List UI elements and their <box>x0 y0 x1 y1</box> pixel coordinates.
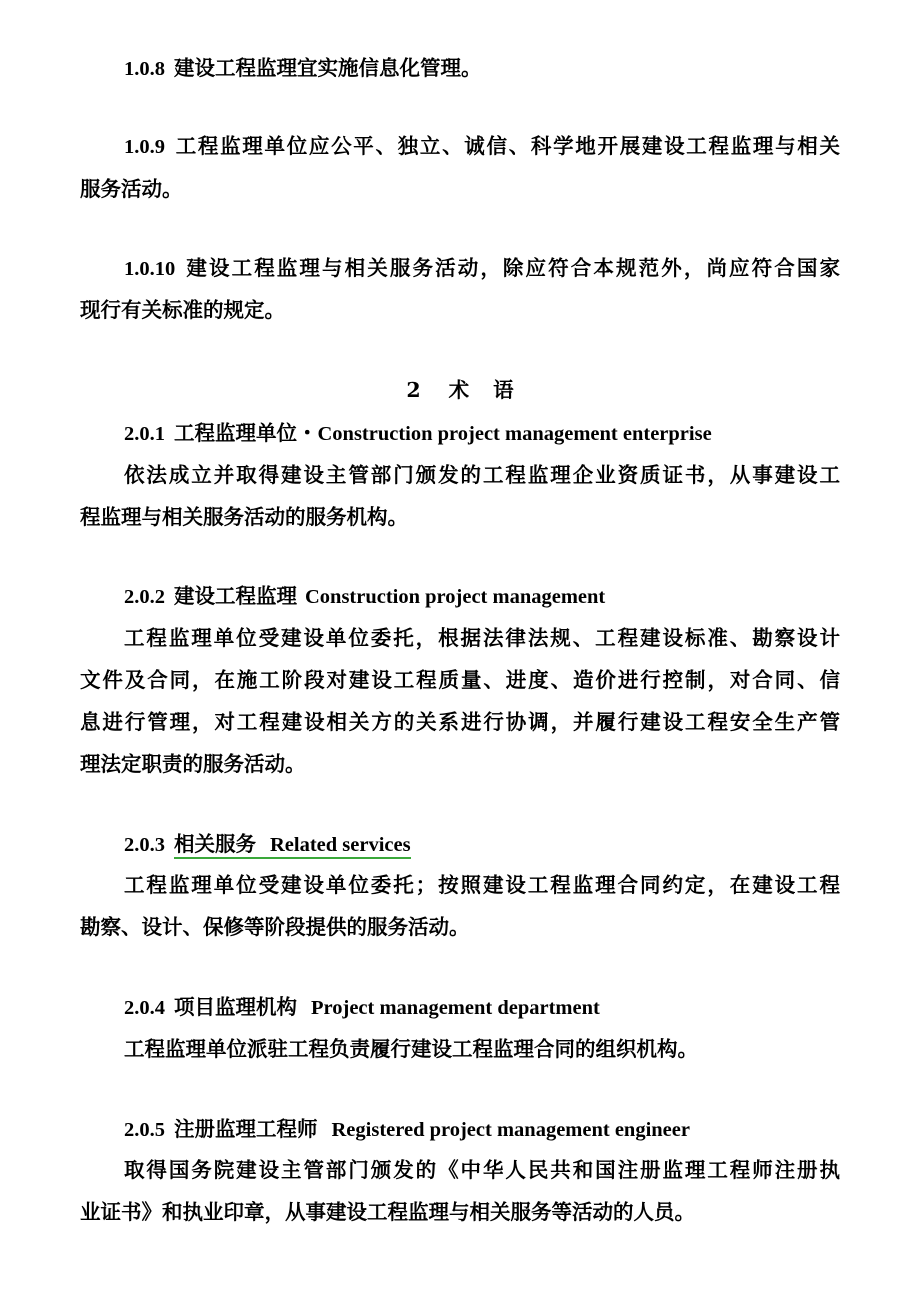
term-definition: 工程监理单位派驻工程负责履行建设工程监理合同的组织机构。 <box>124 1037 698 1061</box>
clause-1-0-9 <box>124 132 840 161</box>
clause-text: 建设工程监理宜实施信息化管理。 <box>174 56 482 80</box>
term-definition-cont: 理法定职责的服务活动。 <box>80 752 306 776</box>
clause-number: 1.0.10 <box>124 258 176 280</box>
term-cn: 注册监理工程师 <box>174 1117 318 1141</box>
term-cn: 工程监理单位・ <box>174 421 318 445</box>
term-definition-cont: 勘察、设计、保修等阶段提供的服务活动。 <box>80 915 470 939</box>
clause-number: 1.0.8 <box>124 58 165 80</box>
clause-1-0-8 <box>124 54 840 83</box>
chapter-title-b: 语 <box>493 378 514 402</box>
clause-text: 工程监理单位应公平、独立、诚信、科学地开展建设工程监理与相关 <box>174 134 840 158</box>
term-definition-cont: 息进行管理，对工程建设相关方的关系进行协调，并履行建设工程安全生产管 <box>80 710 840 734</box>
term-definition: 工程监理单位受建设单位委托，根据法律法规、工程建设标准、勘察设计 <box>124 626 840 650</box>
term-cn: 相关服务 <box>174 832 256 856</box>
term-en: Construction project management <box>305 586 606 608</box>
term-definition: 工程监理单位受建设单位委托；按照建设工程监理合同约定，在建设工程 <box>124 873 840 897</box>
term-2-0-1-heading <box>124 419 840 448</box>
clause-text-cont: 现行有关标准的规定。 <box>80 298 285 322</box>
term-underlined <box>174 832 411 859</box>
term-definition-cont: 业证书》和执业印章，从事建设工程监理与相关服务等活动的人员。 <box>80 1200 695 1224</box>
term-definition: 依法成立并取得建设主管部门颁发的工程监理企业资质证书，从事建设工 <box>124 463 840 487</box>
term-number: 2.0.1 <box>124 423 165 445</box>
term-number: 2.0.5 <box>124 1119 165 1141</box>
term-2-0-4-heading <box>124 993 840 1022</box>
chapter-title-a: 术 <box>448 378 470 402</box>
term-2-0-2-heading <box>124 582 840 611</box>
term-cn: 项目监理机构 <box>174 995 297 1019</box>
term-cn: 建设工程监理 <box>174 584 297 608</box>
clause-text: 建设工程监理与相关服务活动，除应符合本规范外，尚应符合国家 <box>184 256 840 280</box>
term-en: Registered project management engineer <box>331 1119 690 1141</box>
term-number: 2.0.2 <box>124 586 165 608</box>
term-definition-cont: 文件及合同，在施工阶段对建设工程质量、进度、造价进行控制，对合同、信 <box>80 668 840 692</box>
clause-number: 1.0.9 <box>124 136 165 158</box>
term-number: 2.0.3 <box>124 834 165 856</box>
term-en: Construction project management enterprise <box>317 423 712 445</box>
term-definition-cont: 程监理与相关服务活动的服务机构。 <box>80 505 408 529</box>
term-number: 2.0.4 <box>124 997 165 1019</box>
term-2-0-3-heading <box>124 830 840 859</box>
clause-text-cont: 服务活动。 <box>80 177 183 201</box>
term-en: Project management department <box>311 997 600 1019</box>
clause-1-0-10 <box>124 254 840 283</box>
term-2-0-5-heading <box>124 1115 840 1144</box>
chapter-number: 2 <box>406 378 421 402</box>
term-en: Related services <box>270 834 411 856</box>
chapter-title <box>0 376 920 404</box>
term-definition: 取得国务院建设主管部门颁发的《中华人民共和国注册监理工程师注册执 <box>124 1158 840 1182</box>
